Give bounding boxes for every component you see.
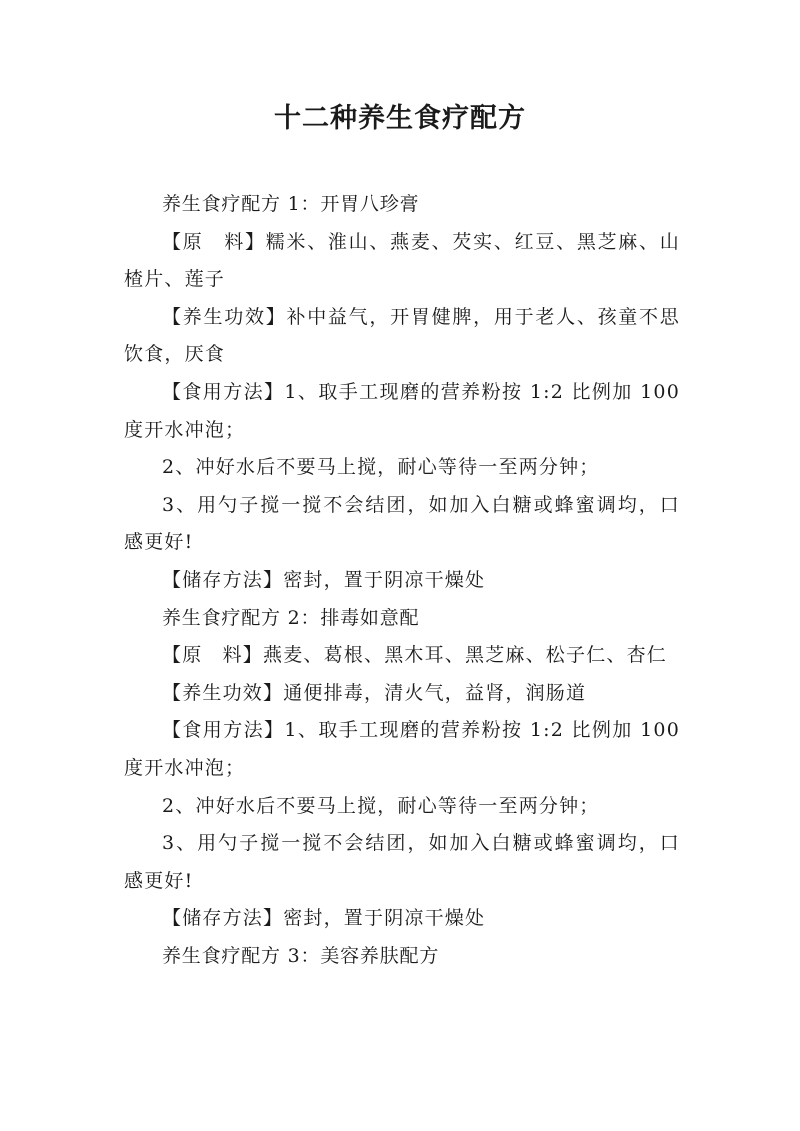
recipe-2-method-step-2: 2、冲好水后不要马上搅，耐心等待一至两分钟； (162, 794, 600, 817)
recipe-2-method-step-3: 3、用勺子搅一搅不会结团，如加入白糖或蜂蜜调均，口感更好! (124, 832, 680, 892)
recipe-1-title: 养生食疗配方 1：开胃八珍膏 (162, 193, 420, 215)
recipe-2-title: 养生食疗配方 2：排毒如意配 (162, 606, 420, 629)
recipe-1-ingredients: 【原 料】糯米、淮山、燕麦、芡实、红豆、黑芝麻、山楂片、莲子 (124, 230, 680, 291)
document-body (124, 186, 680, 975)
recipe-1-effects: 【养生功效】补中益气，开胃健脾，用于老人、孩童不思饮食，厌食 (124, 305, 680, 366)
recipe-1-storage: 【储存方法】密封，置于阴凉干燥处 (162, 568, 486, 591)
recipe-2-method-step-1: 【食用方法】1、取手工现磨的营养粉按 1:2 比例加 100 度开水冲泡； (124, 719, 680, 779)
document-title: 十二种养生食疗配方 (274, 103, 526, 134)
recipe-1-method-step-3: 3、用勺子搅一搅不会结团，如加入白糖或蜂蜜调均，口感更好! (124, 493, 680, 554)
recipe-2-ingredients: 【原 料】燕麦、葛根、黑木耳、黑芝麻、松子仁、杏仁 (162, 644, 668, 667)
recipe-2-effects: 【养生功效】通便排毒，清火气，益肾，润肠道 (162, 681, 587, 704)
recipe-1-method-step-1: 【食用方法】1、取手工现磨的营养粉按 1:2 比例加 100 度开水冲泡； (124, 380, 680, 441)
recipe-2-storage: 【储存方法】密封，置于阴凉干燥处 (162, 907, 486, 930)
recipe-3-title: 养生食疗配方 3：美容养肤配方 (162, 944, 440, 967)
recipe-1-method-step-2: 2、冲好水后不要马上搅，耐心等待一至两分钟； (162, 456, 600, 479)
